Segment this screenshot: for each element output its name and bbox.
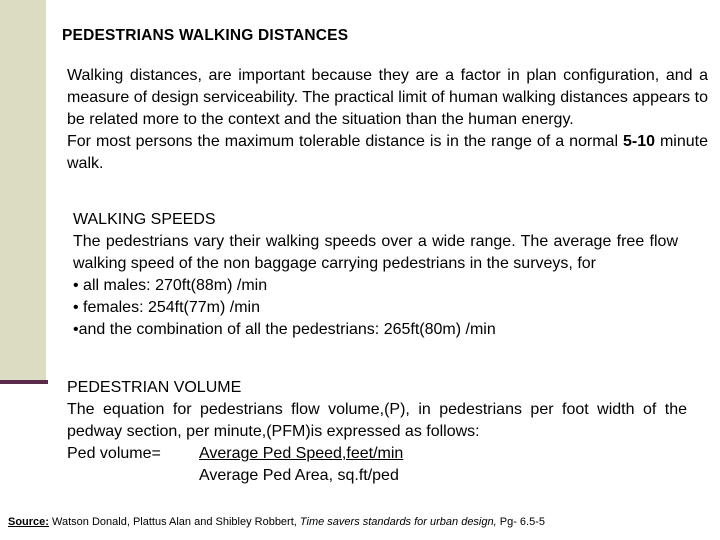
list-item — [73, 297, 678, 319]
walking-speeds-text: The pedestrians vary their walking speeds over a wide range. The average free flow walking speed of the non baggage carrying pedestrians in the surveys, for — [73, 233, 678, 272]
side-decoration-band — [0, 0, 46, 383]
list-item — [73, 275, 678, 297]
pedestrian-volume-text: The equation for pedestrians flow volume,(P), in pedestrians per foot width of the pedway section, per minute,(PFM)is expressed as follows: — [67, 401, 687, 440]
formula-denominator: Average Ped Area, sq.ft/ped — [199, 467, 399, 484]
formula-label: Ped volume= — [67, 445, 161, 462]
intro-distance-unit: minute — [659, 133, 708, 150]
intro-distance-suffix: walk. — [67, 155, 104, 172]
intro-paragraph: Walking distances, are important because they are a factor in plan configuration, and a measure of design serviceability. The practical limit of human walking distances appears to be related more to the context and the situation than the human energy. — [67, 67, 708, 128]
source-pages: Pg- 6.5-5 — [499, 516, 545, 528]
intro-distance-value: 5-10 — [622, 133, 655, 150]
intro-distance-paragraph — [67, 131, 708, 175]
bullet-value: 254ft(77m) /min — [147, 299, 261, 316]
pedestrian-volume-heading: PEDESTRIAN VOLUME — [67, 379, 242, 396]
walking-speeds-section — [73, 209, 678, 341]
formula-numerator: Average Ped Speed,feet/min — [199, 445, 404, 462]
bullet-label: •and the combination of all the pedestrians: — [73, 321, 380, 338]
formula-numerator-row — [67, 443, 687, 465]
pedestrian-volume-section — [67, 377, 687, 487]
source-label: Source: — [8, 516, 49, 528]
walking-speeds-heading: WALKING SPEEDS — [73, 211, 216, 228]
bullet-value: 265ft(80m) /min — [383, 321, 496, 338]
bullet-value: 270ft(88m) /min — [155, 277, 268, 294]
page-title: PEDESTRIANS WALKING DISTANCES — [62, 27, 349, 44]
formula-denominator-row — [67, 465, 687, 487]
source-citation — [8, 516, 545, 528]
side-decoration-line — [0, 380, 48, 384]
intro-distance-prefix: For most persons the maximum tolerable distance is in the range of a normal — [67, 133, 618, 150]
source-title: Time savers standards for urban design, — [299, 516, 497, 528]
source-authors: Watson Donald, Plattus Alan and Shibley Robbert, — [52, 516, 297, 528]
intro-section — [67, 65, 708, 175]
bullet-label: • females: — [73, 299, 144, 316]
bullet-label: • all males: — [73, 277, 151, 294]
list-item — [73, 319, 678, 341]
